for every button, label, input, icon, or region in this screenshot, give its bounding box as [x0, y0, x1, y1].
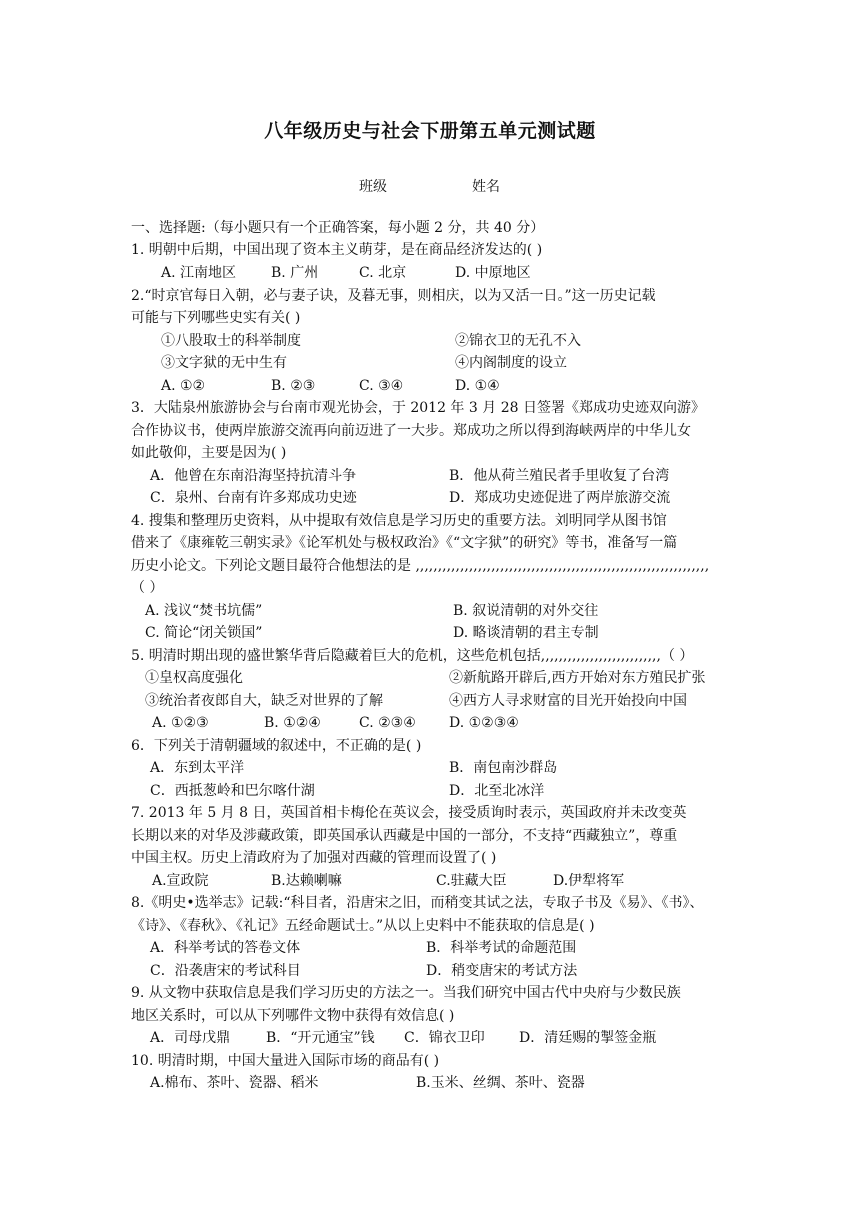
- option: D．稍变唐宋的考试方法: [426, 963, 578, 979]
- option: A. 浅议“焚书坑儒”: [145, 603, 263, 619]
- option: B. 叙说清朝的对外交往: [453, 603, 599, 619]
- option: C．泉州、台南有许多郑成功史迹: [150, 490, 357, 506]
- option: C．沿袭唐宋的考试科目: [150, 963, 301, 979]
- name-label: 姓名: [472, 179, 500, 195]
- question-line: 借来了《康雍乾三朝实录》《论军机处与极权政治》《“文字狱”的研究》等书，准备写一篇: [131, 535, 678, 551]
- option: C. 北京: [359, 265, 407, 281]
- question-line: 10. 明清时期，中国大量进入国际市场的商品有( ): [131, 1053, 440, 1069]
- option: A.棉布、茶叶、瓷器、稻米: [150, 1075, 319, 1091]
- sub-item: ③文字狱的无中生有: [161, 355, 287, 371]
- question-line: 长期以来的对华及涉藏政策，即英国承认西藏是中国的一部分，不支持“西藏独立”，尊重: [131, 828, 678, 844]
- option: A．他曾在东南沿海坚持抗清斗争: [150, 468, 357, 484]
- option: B．科举考试的命题范围: [426, 940, 577, 956]
- option: C. ②③④: [359, 715, 416, 731]
- question-line: （ ）: [131, 580, 164, 596]
- option: B.玉米、丝绸、茶叶、瓷器: [416, 1075, 585, 1091]
- option: D. 中原地区: [455, 265, 531, 281]
- question-line: 6．下列关于清朝疆域的叙述中，不正确的是( ): [131, 738, 422, 754]
- page-title: 八年级历史与社会下册第五单元测试题: [264, 120, 596, 142]
- question-line: 1. 明朝中后期，中国出现了资本主义萌芽，是在商品经济发达的( ): [131, 242, 543, 258]
- question-line: 9. 从文物中获取信息是我们学习历史的方法之一。当我们研究中国古代中央府与少数民族: [131, 985, 681, 1001]
- sub-item: ④西方人寻求财富的目光开始投向中国: [449, 693, 687, 709]
- sub-item: ①八股取士的科举制度: [161, 333, 301, 349]
- question-line: 《诗》、《春秋》、《礼记》五经命题试士。”从以上史料中不能获取的信息是( ): [131, 918, 595, 934]
- question-line: 地区关系时，可以从下列哪件文物中获得有效信息( ): [131, 1008, 455, 1024]
- option: D.伊犁将军: [553, 873, 625, 889]
- question-line: 7. 2013 年 5 月 8 日，英国首相卡梅伦在英议会，接受质询时表示，英国政府并未改变英: [131, 805, 687, 821]
- option: B．南包南沙群岛: [449, 760, 558, 776]
- question-line: 5. 明清时期出现的盛世繁华背后隐藏着巨大的危机，这些危机包括,,,,,,,,,,,,,,,,,,,,,,,,,,,（ ）: [131, 648, 694, 664]
- option: A. 江南地区: [161, 265, 237, 281]
- class-label: 班级: [359, 179, 387, 195]
- option: D．郑成功史迹促进了两岸旅游交流: [449, 490, 671, 506]
- option: A．司母戊鼎: [150, 1030, 231, 1046]
- question-line: 4. 搜集和整理历史资料，从中提取有效信息是学习历史的重要方法。刘明同学从图书馆: [131, 513, 667, 529]
- option: B．“开元通宝”钱: [266, 1030, 375, 1046]
- option: C.驻藏大臣: [436, 873, 507, 889]
- option: D．北至北冰洋: [449, 783, 545, 799]
- option: D. ①④: [455, 378, 500, 394]
- question-line: 如此敬仰，主要是因为( ): [131, 445, 287, 461]
- question-line: 可能与下列哪些史实有关( ): [131, 310, 301, 326]
- question-line: 历史小论文。下列论文题目最符合他想法的是 ,,,,,,,,,,,,,,,,,,,,,,,,,,,,,,,,,,,,,,,,,,,,,,,,,,,,,,,,,,,,,,,,,,: [131, 558, 710, 574]
- option: C. 简论“闭关锁国”: [145, 625, 263, 641]
- option: B. ①②④: [264, 715, 321, 731]
- option: B. ②③: [271, 378, 316, 394]
- option: D．清廷赐的掣签金瓶: [519, 1030, 657, 1046]
- section-heading: 一、选择题:（每小题只有一个正确答案，每小题 2 分，共 40 分）: [131, 220, 545, 236]
- option: D. ①②③④: [449, 715, 519, 731]
- option: A. ①②: [161, 378, 206, 394]
- option: B. 广州: [271, 265, 319, 281]
- option: A．科举考试的答卷文体: [150, 940, 301, 956]
- option: B．他从荷兰殖民者手里收复了台湾: [449, 468, 670, 484]
- sub-item: ②锦衣卫的无孔不入: [455, 333, 581, 349]
- option: D. 略谈清朝的君主专制: [453, 625, 599, 641]
- option: B.达赖喇嘛: [271, 873, 342, 889]
- option: C．西抵葱岭和巴尔喀什湖: [150, 783, 315, 799]
- option: A.宣政院: [152, 873, 209, 889]
- question-line: 合作协议书，使两岸旅游交流再向前迈进了一大步。郑成功之所以得到海峡两岸的中华儿女: [131, 423, 691, 439]
- sub-item: ②新航路开辟后,西方开始对东方殖民扩张: [449, 670, 706, 686]
- option: C. ③④: [359, 378, 404, 394]
- option: A．东到太平洋: [150, 760, 245, 776]
- sub-item: ④内阁制度的设立: [455, 355, 567, 371]
- sub-item: ③统治者夜郎自大，缺乏对世界的了解: [145, 693, 383, 709]
- option: A. ①②③: [152, 715, 209, 731]
- sub-item: ①皇权高度强化: [145, 670, 243, 686]
- question-line: 3．大陆泉州旅游协会与台南市观光协会，于 2012 年 3 月 28 日签署《郑成功史迹双向游》: [131, 400, 705, 416]
- option: C．锦衣卫印: [404, 1030, 485, 1046]
- question-line: 8.《明史•选举志》记载:“科目者，沿唐宋之旧，而稍变其试之法，专取子书及《易》、《书》、: [131, 895, 704, 911]
- question-line: 中国主权。历史上清政府为了加强对西藏的管理而设置了( ): [131, 850, 497, 866]
- question-line: 2.“时京官每日入朝，必与妻子诀，及暮无事，则相庆，以为又活一日。”这一历史记载: [131, 288, 656, 304]
